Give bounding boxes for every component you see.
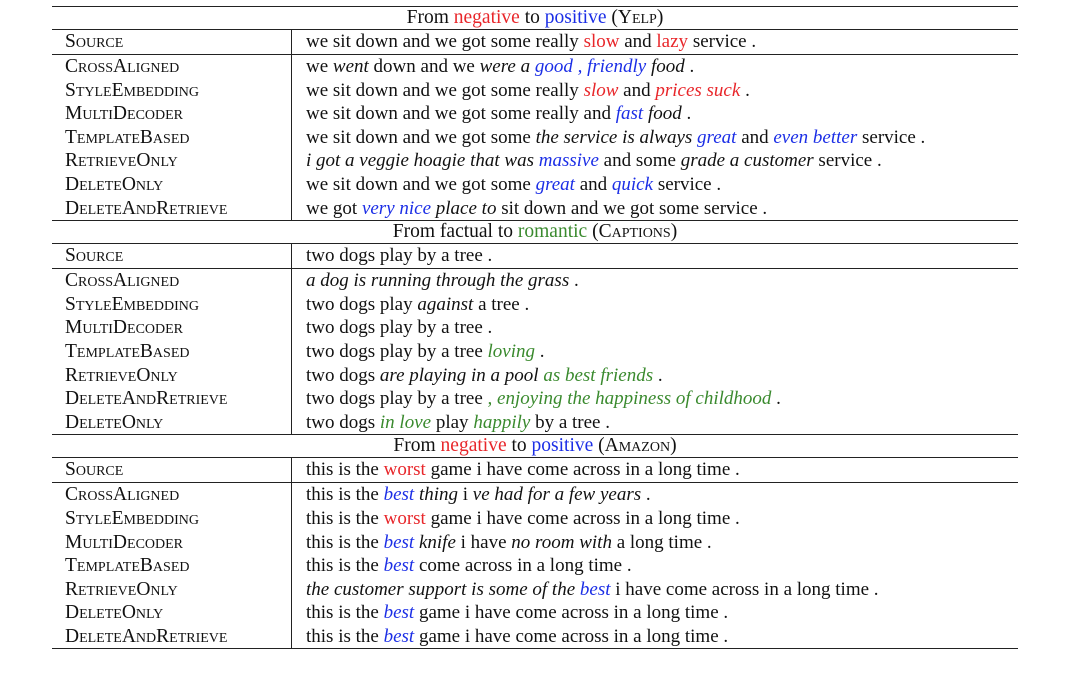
- highlighted-phrase: fast: [615, 103, 644, 125]
- text-segment: went: [332, 56, 369, 77]
- text-segment: grade a customer: [680, 150, 814, 172]
- text-segment: .: [740, 79, 750, 101]
- text-segment: food: [646, 56, 685, 77]
- text-segment: a dog is running through the grass: [306, 270, 570, 292]
- highlighted-phrase: quick: [611, 173, 654, 195]
- text-segment: this is the: [306, 602, 384, 624]
- text-segment: two dogs play by a tree .: [306, 317, 493, 339]
- text-segment: two dogs play: [306, 293, 418, 315]
- title-target-style: positive: [544, 7, 607, 28]
- text-segment: and: [619, 31, 657, 52]
- highlighted-phrase: even better: [773, 126, 858, 148]
- title-connector: to: [492, 221, 518, 243]
- section-title: [52, 434, 1018, 458]
- method-name: RetrieveOnly: [52, 149, 292, 173]
- text-segment: i have come across in a long time .: [610, 578, 879, 600]
- method-row: [52, 531, 1018, 555]
- source-row: [52, 244, 1018, 269]
- method-row: [52, 364, 1018, 388]
- highlighted-phrase: loving: [487, 340, 536, 362]
- text-segment: service .: [688, 31, 757, 52]
- text-segment: we got: [306, 197, 362, 219]
- title-paren: ): [670, 221, 678, 243]
- title-paren: ): [670, 435, 677, 457]
- section-title: [52, 7, 1018, 30]
- method-row: [52, 126, 1018, 150]
- text-segment: service .: [653, 173, 722, 195]
- text-segment: ve had for a few years: [472, 484, 642, 506]
- text-segment: thing: [414, 484, 459, 506]
- text-segment: game i have come across in a long time .: [414, 602, 729, 624]
- text-segment: two dogs play by a tree: [306, 340, 488, 362]
- output-text: [292, 507, 740, 531]
- highlighted-phrase: , enjoying the happiness of childhood: [487, 388, 772, 410]
- text-segment: sit down and we got some service .: [496, 197, 768, 219]
- method-name: DeleteAndRetrieve: [52, 197, 292, 221]
- text-segment: game i have come across in a long time .: [425, 459, 740, 481]
- method-name: Source: [52, 244, 292, 268]
- text-segment: a long time .: [611, 531, 712, 553]
- text-segment: a tree .: [473, 293, 530, 315]
- method-name: TemplateBased: [52, 554, 292, 578]
- title-paren: (: [587, 221, 599, 243]
- title-source-style: factual: [439, 221, 493, 243]
- method-row: [52, 197, 1018, 221]
- text-segment: and: [574, 173, 612, 195]
- text-segment: place to: [431, 197, 497, 219]
- method-name: DeleteOnly: [52, 601, 292, 625]
- text-segment: by a tree .: [530, 411, 610, 433]
- output-text: [292, 269, 579, 293]
- text-segment: no room with: [511, 531, 612, 553]
- output-text: [292, 126, 925, 150]
- output-text: [292, 173, 721, 197]
- text-segment: and: [736, 126, 774, 148]
- text-segment: i have: [455, 531, 512, 553]
- highlighted-phrase: happily: [473, 411, 531, 433]
- method-row: [52, 269, 1018, 293]
- method-row: [52, 578, 1018, 602]
- table-section: [52, 7, 1018, 220]
- method-row: [52, 387, 1018, 411]
- method-name: MultiDecoder: [52, 316, 292, 340]
- output-text: [292, 316, 492, 340]
- output-text: [292, 149, 882, 173]
- text-segment: we sit down and we got some really and: [306, 103, 616, 125]
- title-source-style: negative: [453, 7, 520, 28]
- table-section: [52, 220, 1018, 434]
- title-dataset: Captions: [598, 221, 671, 243]
- text-segment: this is the: [306, 531, 384, 553]
- text-segment: we sit down and we got some: [306, 173, 536, 195]
- output-text: [292, 578, 879, 602]
- text-segment: game i have come across in a long time .: [414, 625, 729, 647]
- title-paren: (: [593, 435, 605, 457]
- method-row: [52, 293, 1018, 317]
- method-name: RetrieveOnly: [52, 578, 292, 602]
- method-row: [52, 316, 1018, 340]
- method-name: RetrieveOnly: [52, 364, 292, 388]
- text-segment: two dogs: [306, 411, 380, 433]
- text-segment: and: [618, 79, 656, 101]
- highlighted-phrase: worst: [383, 507, 426, 529]
- title-dataset: Amazon: [604, 435, 671, 457]
- title-target-style: positive: [531, 435, 594, 457]
- text-segment: .: [771, 388, 781, 410]
- method-row: [52, 55, 1018, 79]
- method-row: [52, 625, 1018, 649]
- method-row: [52, 554, 1018, 578]
- output-text: [292, 197, 767, 221]
- highlighted-phrase: slow: [583, 31, 620, 52]
- output-text: [292, 531, 712, 555]
- title-prefix: From: [406, 7, 454, 28]
- method-row: [52, 149, 1018, 173]
- method-name: StyleEmbedding: [52, 293, 292, 317]
- output-text: [292, 30, 756, 54]
- text-segment: we sit down and we got some really: [306, 31, 584, 52]
- text-segment: food: [643, 103, 682, 125]
- title-target-style: romantic: [517, 221, 588, 243]
- output-text: [292, 102, 691, 126]
- text-segment: we sit down and we got some really: [306, 79, 584, 101]
- section-title: [52, 220, 1018, 244]
- method-name: DeleteOnly: [52, 411, 292, 435]
- title-source-style: negative: [440, 435, 507, 457]
- text-segment: service .: [857, 126, 926, 148]
- method-name: Source: [52, 458, 292, 482]
- method-name: CrossAligned: [52, 55, 292, 79]
- output-text: [292, 387, 781, 411]
- title-dataset: Yelp: [617, 7, 657, 28]
- method-name: Source: [52, 30, 292, 54]
- output-text: [292, 79, 750, 103]
- text-segment: are playing in a pool: [379, 364, 544, 386]
- text-segment: this is the: [306, 555, 384, 577]
- method-row: [52, 102, 1018, 126]
- title-prefix: From: [393, 435, 441, 457]
- output-text: [292, 554, 632, 578]
- text-segment: .: [684, 56, 695, 77]
- title-paren: ): [656, 7, 664, 28]
- title-connector: to: [519, 7, 545, 28]
- text-segment: game i have come across in a long time .: [425, 507, 740, 529]
- text-segment: .: [681, 103, 692, 125]
- text-segment: two dogs: [306, 364, 380, 386]
- text-segment: two dogs play by a tree .: [306, 245, 493, 267]
- method-name: CrossAligned: [52, 269, 292, 293]
- title-prefix: From: [392, 221, 440, 243]
- output-text: [292, 458, 740, 482]
- method-name: TemplateBased: [52, 126, 292, 150]
- output-text: [292, 293, 529, 317]
- method-name: DeleteAndRetrieve: [52, 387, 292, 411]
- method-name: DeleteOnly: [52, 173, 292, 197]
- method-row: [52, 79, 1018, 103]
- highlighted-phrase: great: [697, 126, 737, 148]
- text-segment: this is the: [306, 484, 384, 506]
- method-name: DeleteAndRetrieve: [52, 625, 292, 649]
- highlighted-phrase: as best friends: [543, 364, 654, 386]
- highlighted-phrase: best: [383, 484, 415, 506]
- output-text: [292, 340, 545, 364]
- output-text: [292, 55, 694, 79]
- method-name: StyleEmbedding: [52, 507, 292, 531]
- method-row: [52, 411, 1018, 435]
- highlighted-phrase: great: [535, 173, 575, 195]
- highlighted-phrase: best: [383, 531, 415, 553]
- method-name: CrossAligned: [52, 483, 292, 507]
- method-row: [52, 173, 1018, 197]
- output-text: [292, 483, 651, 507]
- method-name: MultiDecoder: [52, 531, 292, 555]
- results-table: [52, 6, 1018, 649]
- method-name: StyleEmbedding: [52, 79, 292, 103]
- highlighted-phrase: slow: [583, 79, 619, 101]
- source-row: [52, 30, 1018, 55]
- highlighted-phrase: good , friendly: [534, 56, 647, 77]
- text-segment: knife: [414, 531, 456, 553]
- highlighted-phrase: very nice: [361, 197, 432, 219]
- title-paren: (: [606, 7, 618, 28]
- output-text: [292, 244, 492, 268]
- table-section: [52, 434, 1018, 648]
- text-segment: down and we: [368, 56, 480, 77]
- text-segment: the customer support is some of the: [306, 578, 580, 600]
- text-segment: against: [417, 293, 474, 315]
- highlighted-phrase: worst: [383, 459, 426, 481]
- text-segment: this is the: [306, 625, 384, 647]
- text-segment: .: [653, 364, 663, 386]
- output-text: [292, 601, 728, 625]
- text-segment: .: [641, 484, 651, 506]
- output-text: [292, 364, 663, 388]
- text-segment: this is the: [306, 459, 384, 481]
- text-segment: i: [458, 484, 473, 506]
- highlighted-phrase: best: [383, 625, 415, 647]
- text-segment: service .: [813, 150, 882, 172]
- highlighted-phrase: best: [579, 578, 611, 600]
- method-name: MultiDecoder: [52, 102, 292, 126]
- title-connector: to: [506, 435, 532, 457]
- text-segment: we: [306, 56, 333, 77]
- highlighted-phrase: in love: [379, 411, 432, 433]
- output-text: [292, 411, 610, 435]
- text-segment: the service is always: [535, 126, 698, 148]
- source-row: [52, 458, 1018, 483]
- highlighted-phrase: best: [383, 602, 415, 624]
- text-segment: come across in a long time .: [414, 555, 632, 577]
- text-segment: were a: [479, 56, 535, 77]
- text-segment: play: [431, 411, 474, 433]
- method-row: [52, 483, 1018, 507]
- method-row: [52, 601, 1018, 625]
- text-segment: i got a veggie hoagie that was: [306, 150, 539, 172]
- highlighted-phrase: best: [383, 555, 415, 577]
- highlighted-phrase: prices suck: [655, 79, 741, 101]
- text-segment: this is the: [306, 507, 384, 529]
- text-segment: .: [535, 340, 545, 362]
- text-segment: and some: [598, 150, 681, 172]
- method-row: [52, 340, 1018, 364]
- text-segment: we sit down and we got some: [306, 126, 536, 148]
- text-segment: .: [569, 270, 579, 292]
- method-row: [52, 507, 1018, 531]
- text-segment: two dogs play by a tree: [306, 388, 488, 410]
- highlighted-phrase: massive: [538, 150, 599, 172]
- highlighted-phrase: lazy: [656, 31, 689, 52]
- output-text: [292, 625, 728, 649]
- method-name: TemplateBased: [52, 340, 292, 364]
